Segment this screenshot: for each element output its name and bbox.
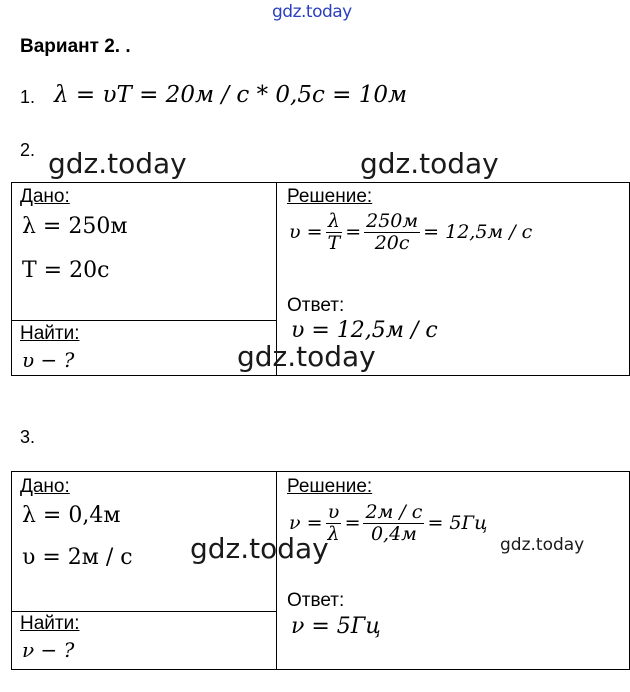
problem-3-answer-label: Ответ: bbox=[287, 590, 345, 611]
problem-3-f2-den: 0,4м bbox=[370, 522, 417, 545]
problem-3-given-separator bbox=[11, 611, 277, 612]
problem-2-f1-num: λ bbox=[327, 210, 340, 232]
problem-3-f1-num: υ bbox=[327, 501, 340, 523]
problem-2-sol-eq: = bbox=[345, 221, 362, 244]
watermark-top: gdz.today bbox=[272, 2, 352, 22]
problem-2-f1-den: T bbox=[327, 231, 341, 254]
problem-1-number: 1. bbox=[20, 87, 36, 107]
watermark-3a: gdz.today bbox=[190, 532, 329, 565]
problem-3-given-1: λ = 0,4м bbox=[22, 503, 121, 528]
variant-title: Вариант 2. . bbox=[20, 36, 131, 57]
problem-2-sol-lhs: υ = bbox=[289, 221, 323, 244]
watermark-2c: gdz.today bbox=[237, 340, 376, 373]
problem-2-given-1: λ = 250м bbox=[22, 214, 128, 239]
problem-1-formula: λ = υT = 20м / с * 0,5с = 10м bbox=[54, 82, 408, 108]
problem-3-sol-result: = 5Гц bbox=[427, 512, 488, 535]
problem-2-answer-label: Ответ: bbox=[287, 295, 345, 316]
watermark-2b: gdz.today bbox=[360, 147, 499, 180]
problem-3-answer: ν = 5Гц bbox=[291, 614, 381, 639]
problem-2-given-2: T = 20с bbox=[22, 258, 110, 283]
problem-3-find: ν − ? bbox=[22, 638, 75, 662]
problem-2-find: υ − ? bbox=[22, 348, 75, 372]
problem-2-solution-label: Решение: bbox=[287, 186, 373, 207]
watermark-2a: gdz.today bbox=[48, 147, 187, 180]
problem-2-f2-den: 20с bbox=[374, 231, 410, 254]
problem-3-sol-eq: = bbox=[344, 512, 361, 535]
problem-3-table bbox=[11, 471, 630, 670]
problem-2-answer: υ = 12,5м / с bbox=[291, 318, 438, 343]
problem-2-solution-formula bbox=[289, 211, 532, 254]
problem-3-sol-lhs: ν = bbox=[289, 512, 323, 535]
problem-2-number: 2. bbox=[20, 140, 36, 160]
problem-3-find-label: Найти: bbox=[20, 613, 80, 634]
watermark-3b: gdz.today bbox=[500, 535, 585, 555]
problem-2-find-label: Найти: bbox=[20, 323, 80, 344]
problem-2-given-label: Дано: bbox=[20, 186, 70, 207]
problem-2-given-separator bbox=[11, 320, 277, 321]
problem-3-fraction-2 bbox=[363, 502, 424, 545]
problem-2-f2-num: 250м bbox=[366, 210, 419, 232]
problem-3-divider bbox=[276, 471, 277, 670]
problem-3-f2-num: 2м / с bbox=[365, 501, 423, 523]
problem-2-fraction-2 bbox=[364, 211, 420, 254]
problem-3-f1-den: λ bbox=[327, 522, 340, 545]
problem-3-given-label: Дано: bbox=[20, 476, 70, 497]
problem-3-given-2: υ = 2м / с bbox=[22, 545, 133, 570]
problem-3-number: 3. bbox=[20, 427, 36, 447]
problem-3-solution-label: Решение: bbox=[287, 476, 373, 497]
problem-2-sol-result: = 12,5м / с bbox=[423, 221, 533, 244]
problem-2-fraction-1 bbox=[326, 211, 343, 254]
